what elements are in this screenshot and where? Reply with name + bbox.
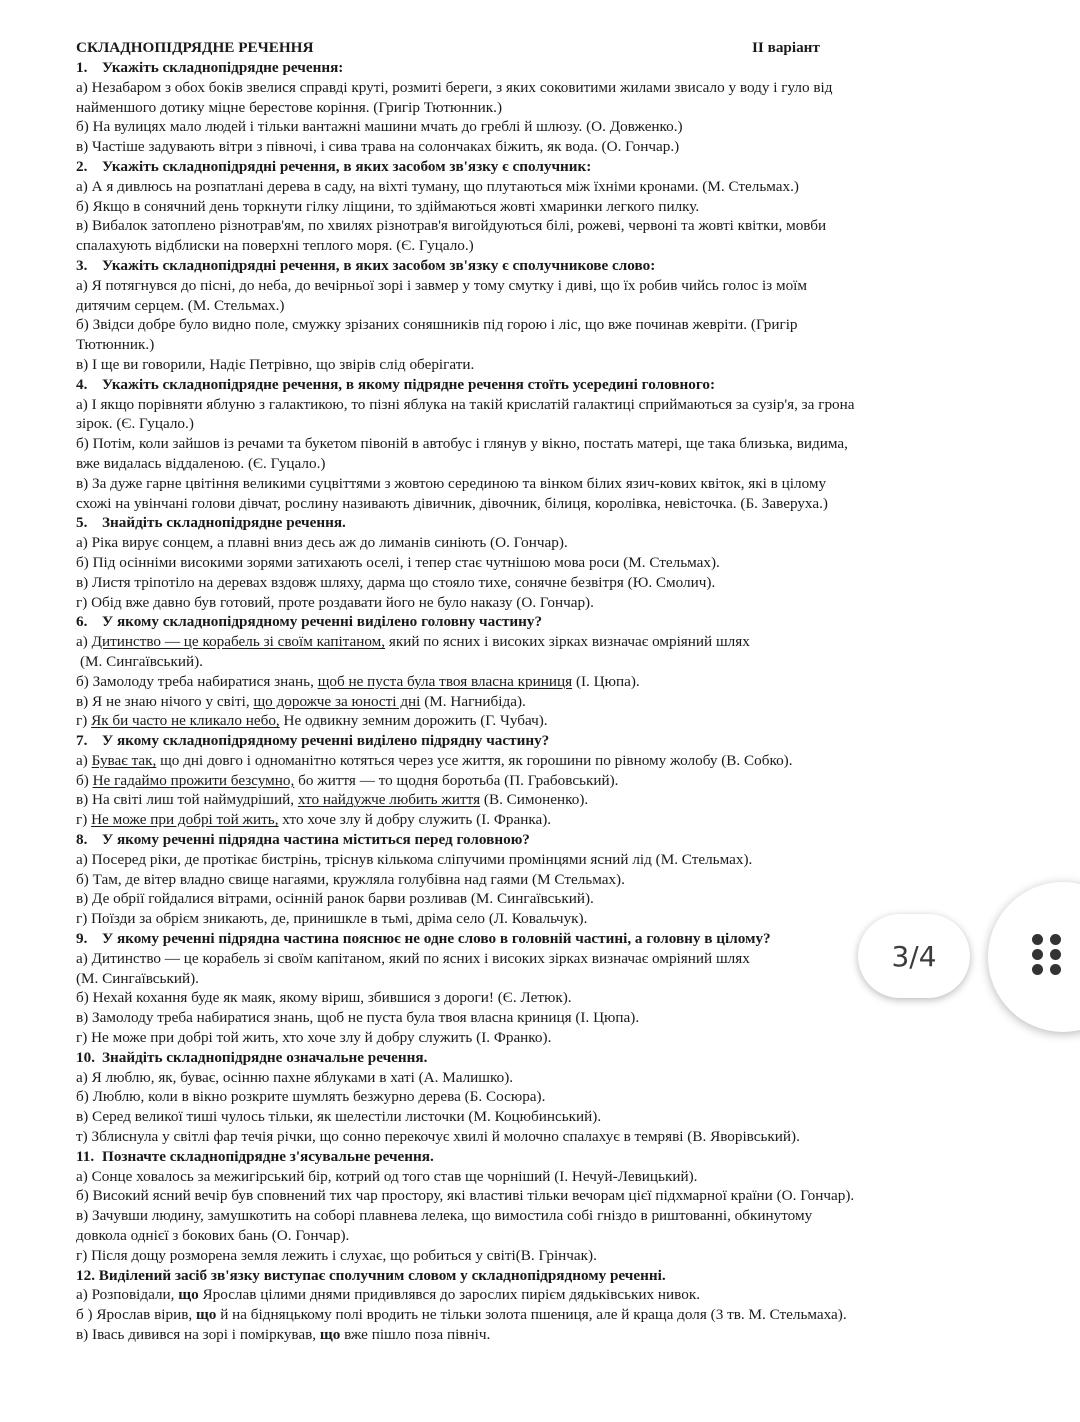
keyword: що [195,1306,217,1324]
option-rest: вже пішло поза північ. [340,1326,491,1343]
option-prefix: а) [76,751,92,769]
option-prefix: в) Я не знаю нічого у світі, [76,692,254,710]
option-b-cont: Тютюнник.) [76,336,155,354]
variant-label: ІІ варіант [752,39,820,56]
option-a [76,1285,966,1305]
page-grid-button[interactable] [988,882,1080,1032]
underlined-part: що дорожче за юності дні [253,692,421,710]
option-a: а) Ріка вирує сонцем, а плавні вниз десь аж до лиманів синіють (О. Гончар). [76,534,568,552]
option-d: г) Обід вже давно був готовий, проте роздавати його не було наказу (О. Гончар). [76,593,594,611]
question-text: Укажіть складнопідрядне речення, в якому підрядне речення стоїть усередині головного: [102,375,716,393]
underlined-part: щоб не пуста була твоя власна криниця [317,672,573,690]
option-c: в) Вибалок затоплено різнотрав'ям, по хвилях різнотрав'я вигойдуються білі, рожеві, червоні та жовті квітки, мовби [76,217,827,235]
option-b: б) Звідси добре було видно поле, смужку зрізаних соняшників під горою і ліс, що вже починав жевріти. (Григір [76,316,798,334]
option-rest: (В. Симоненко). [480,791,589,809]
question-12: 12. Виділений засіб зв'язку виступає сполучним словом у складнопідрядному реченні. [76,1266,666,1284]
question-2 [76,157,966,177]
option-prefix: г) [76,811,92,829]
question-number: 9. [76,930,88,948]
option-c-cont: схожі на увінчані голови дівчат, рослину називають дівичник, дівочник, білиця, королівка, невісточка. (Б. Заверуха.) [76,494,828,512]
question-text: Укажіть складнопідрядне речення: [102,59,344,76]
option-c-cont: довкола однієї з бокових бань (О. Гончар). [76,1227,350,1245]
option-prefix: в) Івась дивився на зорі і поміркував, [76,1326,320,1343]
underlined-part: Буває так, [91,751,157,769]
option-prefix: в) На світі лиш той наймудріший, [76,791,298,809]
question-7 [76,731,966,751]
option-a-cont: (М. Сингаївський). [80,652,203,670]
question-number: 1. [76,59,88,76]
document-title: СКЛАДНОПІДРЯДНЕ РЕЧЕННЯ [76,39,314,56]
option-a-cont: зірок. (Є. Гуцало.) [76,415,194,433]
option-d: г) Не може при добрі той жить, хто хоче злу й добру служить (І. Франко). [76,1029,552,1047]
option-b: б) Там, де вітер владно свище нагаями, кружляла голубівна над гаями (М Стельмах). [76,870,625,888]
underlined-part: хто найдужче любить життя [297,791,481,809]
question-3 [76,256,966,276]
option-a: а) Незабаром з обох боків звелися справді круті, розмиті береги, з яких соковитими жилами звисало у воду і гуло від [76,78,833,96]
question-number: 8. [76,831,88,849]
option-prefix: а) [76,633,92,651]
option-rest: (М. Нагнибіда). [420,692,526,710]
option-c: в) Частіше задувають вітри з півночі, і сива трава на солончаках біжить, як вода. (О. Гончар.) [76,138,680,156]
question-text: У якому реченні підрядна частина пояснює не одне слово в головній частині, а головну в цілому? [102,930,771,948]
keyword: що [178,1286,199,1304]
option-a: а) Дитинство — це корабель зі своїм капітаном, який по ясних і високих зірках визначає омріяний шлях [76,949,750,967]
option-rest: хто хоче злу й добру служить (І. Франка). [278,811,552,829]
option-c: в) Зачувши людину, замушкотить на соборі плавнева лелека, що вимостила собі гніздо в риштованні, обкинутому [76,1207,813,1225]
question-text: Знайдіть складнопідрядне речення. [102,514,346,532]
option-b: б) На вулицях мало людей і тільки вантажні машини мчать до греблі й шлюзу. (О. Довженко.) [76,118,683,136]
option-a-cont: (М. Сингаївський). [76,969,199,987]
question-number: 2. [76,157,88,175]
question-6 [76,612,966,632]
question-8 [76,830,966,850]
option-a-cont: дитячим серцем. (М. Стельмах.) [76,296,285,314]
option-c: в) Серед великої тиші чулось тільки, як шелестіли листочки (М. Коцюбинський). [76,1108,602,1126]
option-b-cont: вже видалась віддаленою. (Є. Гуцало.) [76,454,326,472]
document-page [76,38,966,1345]
question-text: Укажіть складнопідрядні речення, в яких засобом зв'язку є сполучникове слово: [102,256,656,274]
question-number: 11. [76,1147,95,1165]
grid-dots-icon [1032,934,1068,974]
option-rest: бо життя — то щодня боротьба (П. Грабовський). [294,771,619,789]
option-a [76,632,966,652]
question-text: У якому складнопідрядному реченні виділено головну частину? [102,613,543,631]
question-number: 3. [76,256,88,274]
option-rest: (І. Цюпа). [572,672,640,690]
underlined-part: Як би часто не кликало небо, [91,712,280,730]
question-9 [76,929,966,949]
option-a: а) А я дивлюсь на розпатлані дерева в саду, на віхті туману, що плутаються між їхніми кронами. (М. Стельмах.) [76,177,799,195]
option-b: б) Потім, коли зайшов із речами та букетом півоній в автобус і глянув у вікно, постать матері, ще така близька, видима, [76,435,848,453]
page-indicator[interactable]: 3/4 [858,914,970,998]
option-b: б) Люблю, коли в вікно розкрите шумлять безжурно дерева (Б. Сосюра). [76,1088,546,1106]
option-d: г) Після дощу розморена земля лежить і слухає, що робиться у світі(В. Грінчак). [76,1246,597,1264]
question-number: 4. [76,375,88,393]
question-number: 5. [76,514,88,532]
option-rest: Не одвикну земним дорожить (Г. Чубач). [279,712,548,730]
option-prefix: б) [76,771,93,789]
option-c [76,1325,966,1345]
option-c: в) Листя тріпотіло на деревах вздовж шляху, дарма що стояло тихе, сонячне безвітря (Ю. Смолич). [76,573,716,591]
option-c: в) За дуже гарне цвітіння великими суцвіттями з жовтою серединою та вінком білих язич-кових квіток, які в цілому [76,474,827,492]
option-a: а) І якщо порівняти яблуню з галактикою, то пізні яблука на такій крислатій галактиці сприймаються за сузір'я, за грона [76,395,855,413]
option-a-cont: найменшого дотику міцне берестове коріння. (Григір Тютюнник.) [76,98,502,116]
question-text: Позначте складнопідрядне з'ясувальне речення. [102,1147,434,1165]
option-a: а) Я потягнувся до пісні, до неба, до вечірньої зорі і завмер у тому смутку і диві, що їх робив чийсь голос із моїм [76,276,807,294]
option-prefix: б ) Ярослав вірив, [76,1306,196,1324]
question-4 [76,375,966,395]
option-d [76,810,966,830]
option-a: а) Посеред ріки, де протікає бистрінь, тріснув кількома сліпучими промінцями ясний лід (М. Стельмах). [76,850,753,868]
option-a: а) Сонце ховалось за межигірський бір, котрий од того став ще чорніший (І. Нечуй-Левицький). [76,1167,698,1185]
question-text: Знайдіть складнопідрядне означальне речення. [102,1048,428,1066]
question-number: 7. [76,732,88,750]
underlined-part: Дитинство — це корабель зі своїм капітаном, [91,633,386,651]
question-text: У якому реченні підрядна частина міститься перед головною? [102,831,530,849]
option-b [76,1305,966,1325]
option-prefix: а) Розповідали, [76,1286,179,1304]
underlined-part: Не гадаймо прожити безсумно, [92,771,295,789]
option-rest: Ярослав цілими днями придивлявся до зарослих пирієм дядьківських нивок. [198,1286,700,1304]
question-number: 6. [76,613,88,631]
option-b: б) Під осінніми високими зорями затихають оселі, і тепер стає чутнішою мова роси (М. Стельмах). [76,553,720,571]
question-1 [76,58,966,78]
option-b [76,771,966,791]
option-d: т) Зблиснула у світлі фар течія річки, що сонно перекочує хвилі й молочно спалахує в темряві (В. Яворівський). [76,1128,800,1146]
option-b: б) Високий ясний вечір був сповнений тих чар простору, які властиві тільки вечорам цієї підхмарної країни (О. Гончар). [76,1187,855,1205]
option-rest: що дні довго і одноманітно котяться через усе життя, як горошини по рівному жолобу (В. Собко). [156,751,793,769]
option-c: в) Замолоду треба набиратися знань, щоб не пуста була твоя власна криниця (І. Цюпа). [76,1009,640,1027]
question-text: У якому складнопідрядному реченні виділено підрядну частину? [102,732,550,750]
option-prefix: б) Замолоду треба набиратися знань, [76,672,318,690]
option-c-cont: спалахують відблиски на поверхні теплого моря. (Є. Гуцало.) [76,237,474,255]
option-a [76,751,966,771]
option-c: в) І ще ви говорили, Надіє Петрівно, що звірів слід оберігати. [76,355,475,373]
question-10 [76,1048,966,1068]
option-d: г) Поїзди за обрієм зникають, де, принишкле в тьмі, дріма село (Л. Ковальчук). [76,910,588,928]
option-rest: який по ясних і високих зірках визначає омріяний шлях [385,633,750,651]
option-b [76,672,966,692]
option-prefix: г) [76,712,92,730]
question-11 [76,1147,966,1167]
option-b: б) Нехай кохання буде як маяк, якому віриш, збившися з дороги! (Є. Летюк). [76,989,572,1007]
document-header [76,38,966,58]
option-a: а) Я люблю, як, буває, осінню пахне яблуками в хаті (А. Малишко). [76,1068,514,1086]
option-d [76,711,966,731]
question-5 [76,513,966,533]
question-text: Укажіть складнопідрядні речення, в яких засобом зв'язку є сполучник: [102,157,592,175]
question-number: 10. [76,1048,95,1066]
option-c [76,790,966,810]
option-rest: й на бідняцькому полі вродить не тільки золота пшениця, але й краща доля (3 тв. М. Стельмаха). [216,1306,847,1324]
underlined-part: Не може при добрі той жить, [91,811,279,829]
option-c: в) Де обрії гойдалися вітрами, осінній ранок барви розливав (М. Сингаївський). [76,890,594,908]
option-c [76,692,966,712]
option-b: б) Якщо в сонячний день торкнути гілку ліщини, то здіймаються жовті хмаринки легкого пилку. [76,197,700,215]
keyword: що [319,1326,341,1343]
